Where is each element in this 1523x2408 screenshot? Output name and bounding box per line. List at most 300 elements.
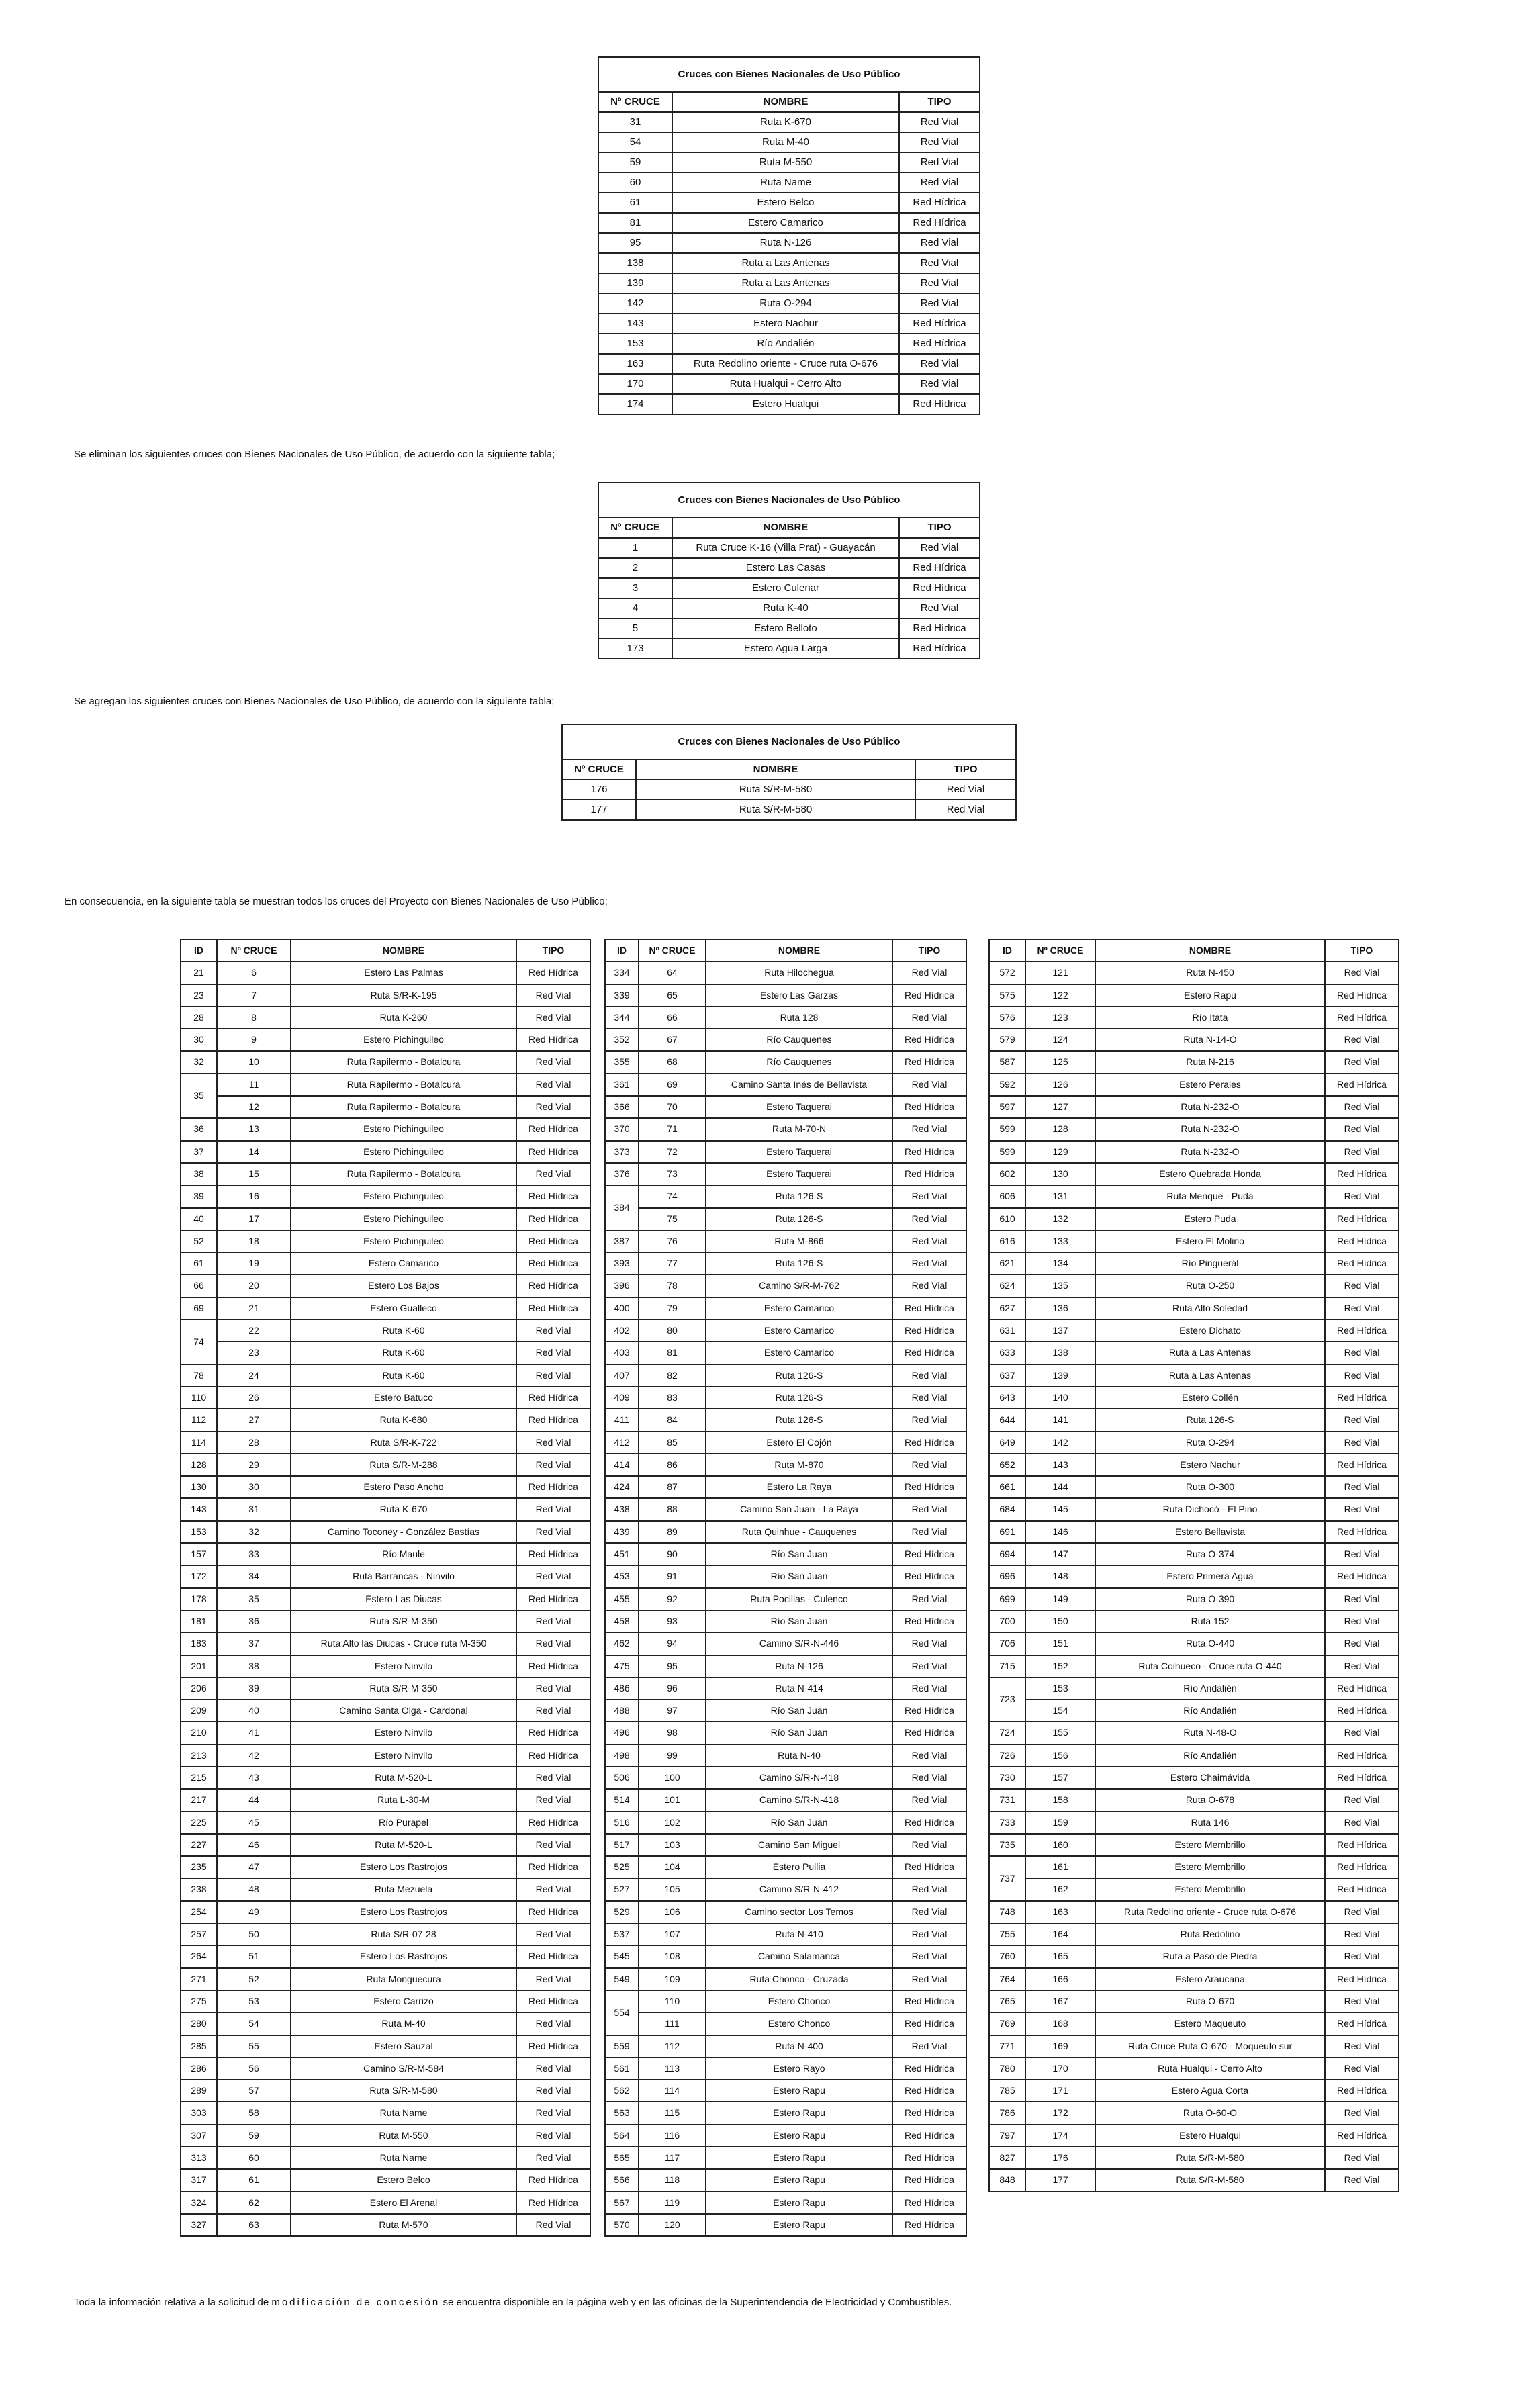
row-id: 765 xyxy=(989,1990,1025,2012)
row-id: 66 xyxy=(181,1275,217,1297)
crossing-number: 81 xyxy=(598,213,672,233)
table-row xyxy=(989,1096,1399,1118)
table-row xyxy=(598,152,980,173)
crossing-number: 86 xyxy=(639,1454,706,1476)
table-row xyxy=(989,1610,1399,1632)
row-id: 827 xyxy=(989,2147,1025,2169)
table-row xyxy=(181,1096,590,1118)
table-row xyxy=(605,1722,966,1744)
row-id: 848 xyxy=(989,2169,1025,2191)
crossing-name: Ruta Hualqui - Cerro Alto xyxy=(672,374,899,394)
crossing-name: Estero Nachur xyxy=(1095,1454,1325,1476)
table-row xyxy=(181,1185,590,1207)
crossing-number: 97 xyxy=(639,1700,706,1722)
row-id: 393 xyxy=(605,1252,639,1275)
crossing-type: Red Vial xyxy=(1325,1945,1399,1967)
crossing-type: Red Vial xyxy=(1325,1364,1399,1387)
table-row xyxy=(989,1968,1399,1990)
row-id: 723 xyxy=(989,1677,1025,1722)
crossing-name: Ruta N-126 xyxy=(706,1655,892,1677)
crossing-number: 90 xyxy=(639,1543,706,1565)
row-id: 643 xyxy=(989,1387,1025,1409)
table-row xyxy=(605,1476,966,1498)
table-row xyxy=(598,374,980,394)
crossing-name: Estero Belloto xyxy=(672,618,899,639)
crossing-number: 100 xyxy=(639,1767,706,1789)
crossing-number: 29 xyxy=(217,1454,291,1476)
crossing-number: 96 xyxy=(639,1677,706,1700)
crossing-number: 55 xyxy=(217,2035,291,2057)
row-id: 215 xyxy=(181,1767,217,1789)
crossing-number: 72 xyxy=(639,1141,706,1163)
crossing-name: Estero El Cojón xyxy=(706,1432,892,1454)
crossing-name: Estero Araucana xyxy=(1095,1968,1325,1990)
crossing-name: Estero Quebrada Honda xyxy=(1095,1163,1325,1185)
crossing-type: Red Vial xyxy=(1325,1812,1399,1834)
crossing-number: 64 xyxy=(639,962,706,984)
crossing-type: Red Hídrica xyxy=(1325,2080,1399,2102)
crossing-type: Red Hídrica xyxy=(899,314,980,334)
table-row xyxy=(562,780,1016,800)
row-id: 637 xyxy=(989,1364,1025,1387)
column-header: Nº CRUCE xyxy=(562,759,636,780)
crossing-number: 95 xyxy=(639,1655,706,1677)
table-row xyxy=(181,1118,590,1140)
table-row xyxy=(989,1812,1399,1834)
row-id: 661 xyxy=(989,1476,1025,1498)
table-row xyxy=(181,2192,590,2214)
crossing-number: 138 xyxy=(1025,1342,1095,1364)
crossing-type: Red Hídrica xyxy=(892,2192,966,2214)
crossing-type: Red Hídrica xyxy=(892,1096,966,1118)
crossing-name: Estero El Molino xyxy=(1095,1230,1325,1252)
table-row xyxy=(181,1342,590,1364)
row-id: 257 xyxy=(181,1923,217,1945)
row-id: 735 xyxy=(989,1834,1025,1856)
table-row xyxy=(605,1856,966,1878)
crossing-name: Estero Collén xyxy=(1095,1387,1325,1409)
table-row xyxy=(605,1745,966,1767)
table-row xyxy=(598,578,980,598)
crossing-name: Ruta N-232-O xyxy=(1095,1141,1325,1163)
row-id: 731 xyxy=(989,1789,1025,1811)
crossing-type: Red Vial xyxy=(516,2080,590,2102)
crossing-number: 88 xyxy=(639,1498,706,1520)
table-row xyxy=(605,1319,966,1342)
crossing-type: Red Vial xyxy=(516,984,590,1007)
crossing-type: Red Vial xyxy=(1325,1432,1399,1454)
crossing-type: Red Hídrica xyxy=(892,2125,966,2147)
crossing-name: Estero Belco xyxy=(672,193,899,213)
crossing-number: 9 xyxy=(217,1029,291,1051)
table-row xyxy=(605,1364,966,1387)
table-row xyxy=(989,984,1399,1007)
crossing-type: Red Hídrica xyxy=(892,1722,966,1744)
crossing-name: Ruta Rapilermo - Botalcura xyxy=(291,1074,516,1096)
table-row xyxy=(181,1074,590,1096)
crossing-type: Red Vial xyxy=(1325,1029,1399,1051)
table-title: Cruces con Bienes Nacionales de Uso Público xyxy=(562,725,1016,759)
table-row xyxy=(598,233,980,253)
crossing-name: Ruta O-294 xyxy=(672,293,899,314)
row-id: 562 xyxy=(605,2080,639,2102)
table-row xyxy=(605,2080,966,2102)
table-row xyxy=(181,1521,590,1543)
table-row xyxy=(598,213,980,233)
table-row xyxy=(605,1655,966,1677)
row-id: 706 xyxy=(989,1632,1025,1655)
row-id: 352 xyxy=(605,1029,639,1051)
crossing-type: Red Vial xyxy=(892,1968,966,1990)
row-id: 370 xyxy=(605,1118,639,1140)
column-header: Nº CRUCE xyxy=(598,518,672,538)
crossing-type: Red Vial xyxy=(1325,1923,1399,1945)
table-row xyxy=(181,2057,590,2080)
table-row xyxy=(181,1968,590,1990)
row-id: 496 xyxy=(605,1722,639,1744)
table-row xyxy=(181,1588,590,1610)
row-id: 438 xyxy=(605,1498,639,1520)
crossing-number: 17 xyxy=(217,1208,291,1230)
crossing-name: Ruta K-670 xyxy=(672,112,899,132)
crossing-type: Red Vial xyxy=(892,1632,966,1655)
table-row xyxy=(605,1700,966,1722)
row-id: 217 xyxy=(181,1789,217,1811)
table-row xyxy=(598,173,980,193)
row-id: 74 xyxy=(181,1319,217,1364)
crossing-number: 174 xyxy=(1025,2125,1095,2147)
crossing-name: Estero Puda xyxy=(1095,1208,1325,1230)
crossing-type: Red Hídrica xyxy=(1325,1856,1399,1878)
row-id: 559 xyxy=(605,2035,639,2057)
crossing-name: Estero Pichinguileo xyxy=(291,1141,516,1163)
crossing-number: 24 xyxy=(217,1364,291,1387)
table-title: Cruces con Bienes Nacionales de Uso Público xyxy=(598,57,980,92)
crossing-type: Red Hídrica xyxy=(899,394,980,414)
row-id: 545 xyxy=(605,1945,639,1967)
row-id: 760 xyxy=(989,1945,1025,1967)
crossing-number: 113 xyxy=(639,2057,706,2080)
crossing-name: Ruta O-250 xyxy=(1095,1275,1325,1297)
crossing-number: 59 xyxy=(598,152,672,173)
crossing-number: 59 xyxy=(217,2125,291,2147)
table-row xyxy=(605,1007,966,1029)
table-row xyxy=(605,984,966,1007)
row-id: 621 xyxy=(989,1252,1025,1275)
crossing-number: 36 xyxy=(217,1610,291,1632)
table-row xyxy=(605,1432,966,1454)
crossing-type: Red Vial xyxy=(892,1454,966,1476)
crossing-number: 82 xyxy=(639,1364,706,1387)
row-id: 575 xyxy=(989,984,1025,1007)
crossing-number: 89 xyxy=(639,1521,706,1543)
crossing-number: 54 xyxy=(598,132,672,152)
crossing-type: Red Vial xyxy=(516,1789,590,1811)
table-row xyxy=(989,1409,1399,1431)
row-id: 587 xyxy=(989,1051,1025,1073)
crossing-name: Estero Batuco xyxy=(291,1387,516,1409)
crossing-type: Red Hídrica xyxy=(892,1476,966,1498)
crossing-number: 83 xyxy=(639,1387,706,1409)
crossing-number: 61 xyxy=(217,2169,291,2191)
table-row xyxy=(181,1364,590,1387)
row-id: 737 xyxy=(989,1856,1025,1901)
crossing-name: Camino S/R-N-418 xyxy=(706,1789,892,1811)
row-id: 153 xyxy=(181,1521,217,1543)
row-id: 549 xyxy=(605,1968,639,1990)
crossing-number: 95 xyxy=(598,233,672,253)
crossing-type: Red Hídrica xyxy=(1325,1745,1399,1767)
crossing-number: 168 xyxy=(1025,2012,1095,2035)
table-row xyxy=(605,1945,966,1967)
crossing-name: Estero Culenar xyxy=(672,578,899,598)
crossing-number: 162 xyxy=(1025,1878,1095,1900)
table-row xyxy=(181,1767,590,1789)
crossing-type: Red Vial xyxy=(516,1610,590,1632)
crossing-name: Ruta O-300 xyxy=(1095,1476,1325,1498)
crossing-number: 15 xyxy=(217,1163,291,1185)
crossing-name: Estero Agua Corta xyxy=(1095,2080,1325,2102)
crossing-type: Red Vial xyxy=(516,1364,590,1387)
row-id: 764 xyxy=(989,1968,1025,1990)
crossing-number: 19 xyxy=(217,1252,291,1275)
table-row xyxy=(181,1923,590,1945)
crossing-number: 115 xyxy=(639,2102,706,2124)
crossing-type: Red Vial xyxy=(1325,1342,1399,1364)
crossing-name: Ruta Name xyxy=(291,2147,516,2169)
crossing-number: 32 xyxy=(217,1521,291,1543)
crossing-type: Red Vial xyxy=(516,1342,590,1364)
row-id: 264 xyxy=(181,1945,217,1967)
table-row xyxy=(562,800,1016,820)
table-row xyxy=(605,1051,966,1073)
crossing-name: Ruta Name xyxy=(672,173,899,193)
crossing-number: 27 xyxy=(217,1409,291,1431)
crossing-name: Ruta O-678 xyxy=(1095,1789,1325,1811)
added-paragraph: Se agregan los siguientes cruces con Bienes Nacionales de Uso Público, de acuerdo con la siguiente tabla; xyxy=(74,696,555,707)
crossing-number: 58 xyxy=(217,2102,291,2124)
crossing-type: Red Vial xyxy=(516,1677,590,1700)
crossing-number: 123 xyxy=(1025,1007,1095,1029)
crossing-number: 134 xyxy=(1025,1252,1095,1275)
table-row xyxy=(989,2147,1399,2169)
crossing-number: 57 xyxy=(217,2080,291,2102)
column-header: TIPO xyxy=(899,518,980,538)
crossing-number: 163 xyxy=(1025,1901,1095,1923)
crossing-name: Ruta Barrancas - Ninvilo xyxy=(291,1565,516,1587)
row-id: 724 xyxy=(989,1722,1025,1744)
crossing-type: Red Hídrica xyxy=(516,1275,590,1297)
crossing-type: Red Hídrica xyxy=(516,1856,590,1878)
crossing-name: Estero Taquerai xyxy=(706,1096,892,1118)
row-id: 769 xyxy=(989,2012,1025,2035)
crossing-number: 166 xyxy=(1025,1968,1095,1990)
crossing-name: Estero Dichato xyxy=(1095,1319,1325,1342)
crossing-type: Red Vial xyxy=(516,1432,590,1454)
crossing-type: Red Hídrica xyxy=(516,1812,590,1834)
row-id: 409 xyxy=(605,1387,639,1409)
crossing-number: 68 xyxy=(639,1051,706,1073)
crossing-name: Estero Primera Agua xyxy=(1095,1565,1325,1587)
crossing-number: 41 xyxy=(217,1722,291,1744)
crossing-name: Ruta M-40 xyxy=(291,2012,516,2035)
crossing-type: Red Hídrica xyxy=(899,193,980,213)
crossing-name: Ruta a Las Antenas xyxy=(672,253,899,273)
crossing-name: Ruta S/R-M-288 xyxy=(291,1454,516,1476)
crossing-number: 126 xyxy=(1025,1074,1095,1096)
row-id: 439 xyxy=(605,1521,639,1543)
table-row xyxy=(989,1565,1399,1587)
crossing-type: Red Vial xyxy=(899,112,980,132)
crossing-type: Red Vial xyxy=(516,1923,590,1945)
row-id: 537 xyxy=(605,1923,639,1945)
crossing-name: Río San Juan xyxy=(706,1700,892,1722)
crossing-number: 2 xyxy=(598,558,672,578)
crossing-type: Red Hídrica xyxy=(1325,1252,1399,1275)
crossing-number: 160 xyxy=(1025,1834,1095,1856)
table-row xyxy=(605,1230,966,1252)
crossing-number: 37 xyxy=(217,1632,291,1655)
crossing-name: Ruta S/R-K-195 xyxy=(291,984,516,1007)
crossing-name: Estero Los Rastrojos xyxy=(291,1945,516,1967)
crossing-number: 122 xyxy=(1025,984,1095,1007)
table-row xyxy=(605,1543,966,1565)
row-id: 213 xyxy=(181,1745,217,1767)
crossing-type: Red Vial xyxy=(892,1252,966,1275)
table-row xyxy=(181,1632,590,1655)
crossing-number: 21 xyxy=(217,1297,291,1319)
table-row xyxy=(181,1543,590,1565)
table-row xyxy=(989,2125,1399,2147)
row-id: 696 xyxy=(989,1565,1025,1587)
crossing-number: 142 xyxy=(598,293,672,314)
crossing-name: Ruta M-40 xyxy=(672,132,899,152)
row-id: 700 xyxy=(989,1610,1025,1632)
crossing-type: Red Vial xyxy=(516,1319,590,1342)
crossing-name: Estero Las Casas xyxy=(672,558,899,578)
crossing-number: 114 xyxy=(639,2080,706,2102)
row-id: 21 xyxy=(181,962,217,984)
crossing-name: Estero Hualqui xyxy=(672,394,899,414)
crossing-name: Camino S/R-N-446 xyxy=(706,1632,892,1655)
crossing-type: Red Vial xyxy=(892,1923,966,1945)
crossing-type: Red Vial xyxy=(1325,1275,1399,1297)
crossing-number: 47 xyxy=(217,1856,291,1878)
crossing-type: Red Vial xyxy=(516,2125,590,2147)
crossing-name: Ruta N-410 xyxy=(706,1923,892,1945)
crossing-name: Ruta a Paso de Piedra xyxy=(1095,1945,1325,1967)
crossing-number: 176 xyxy=(562,780,636,800)
crossing-number: 73 xyxy=(639,1163,706,1185)
crossing-number: 151 xyxy=(1025,1632,1095,1655)
table-row xyxy=(181,1297,590,1319)
crossing-number: 67 xyxy=(639,1029,706,1051)
crossing-type: Red Hídrica xyxy=(1325,1700,1399,1722)
crossing-number: 173 xyxy=(598,639,672,659)
row-id: 157 xyxy=(181,1543,217,1565)
crossing-number: 127 xyxy=(1025,1096,1095,1118)
row-id: 289 xyxy=(181,2080,217,2102)
column-header: ID xyxy=(605,939,639,962)
crossing-type: Red Hídrica xyxy=(1325,1968,1399,1990)
crossing-name: Camino San Miguel xyxy=(706,1834,892,1856)
crossing-number: 35 xyxy=(217,1588,291,1610)
crossing-number: 53 xyxy=(217,1990,291,2012)
crossing-name: Estero Bellavista xyxy=(1095,1521,1325,1543)
crossing-name: Ruta M-866 xyxy=(706,1230,892,1252)
crossing-type: Red Vial xyxy=(899,233,980,253)
crossing-type: Red Hídrica xyxy=(516,1543,590,1565)
table-row xyxy=(181,1230,590,1252)
crossing-number: 43 xyxy=(217,1767,291,1789)
row-id: 183 xyxy=(181,1632,217,1655)
table-row xyxy=(605,2012,966,2035)
row-id: 254 xyxy=(181,1901,217,1923)
crossing-type: Red Vial xyxy=(1325,1901,1399,1923)
table-row xyxy=(605,1990,966,2012)
crossing-number: 98 xyxy=(639,1722,706,1744)
crossing-name: Ruta M-520-L xyxy=(291,1834,516,1856)
crossing-number: 157 xyxy=(1025,1767,1095,1789)
crossing-name: Estero Rapu xyxy=(706,2214,892,2236)
table-row xyxy=(989,1722,1399,1744)
crossing-name: Camino S/R-M-762 xyxy=(706,1275,892,1297)
crossing-number: 158 xyxy=(1025,1789,1095,1811)
crossing-name: Ruta 126-S xyxy=(706,1364,892,1387)
crossing-type: Red Hídrica xyxy=(1325,2125,1399,2147)
crossing-number: 80 xyxy=(639,1319,706,1342)
crossing-number: 138 xyxy=(598,253,672,273)
crossing-number: 154 xyxy=(1025,1700,1095,1722)
crossing-name: Estero La Raya xyxy=(706,1476,892,1498)
crossing-name: Ruta K-60 xyxy=(291,1364,516,1387)
table-row xyxy=(605,1565,966,1587)
crossing-type: Red Hídrica xyxy=(892,2102,966,2124)
crossing-type: Red Hídrica xyxy=(892,1163,966,1185)
table-row xyxy=(989,1387,1399,1409)
crossing-name: Ruta Monguecura xyxy=(291,1968,516,1990)
crossing-type: Red Hídrica xyxy=(892,1319,966,1342)
table-row xyxy=(181,1856,590,1878)
table-row xyxy=(181,1565,590,1587)
table-row xyxy=(181,2169,590,2191)
row-id: 554 xyxy=(605,1990,639,2035)
crossing-name: Ruta M-520-L xyxy=(291,1767,516,1789)
crossing-name: Estero Ninvilo xyxy=(291,1745,516,1767)
crossing-type: Red Hídrica xyxy=(892,984,966,1007)
table-row xyxy=(181,2035,590,2057)
row-id: 403 xyxy=(605,1342,639,1364)
crossing-number: 61 xyxy=(598,193,672,213)
row-id: 387 xyxy=(605,1230,639,1252)
row-id: 28 xyxy=(181,1007,217,1029)
crossing-type: Red Hídrica xyxy=(892,1610,966,1632)
crossing-type: Red Hídrica xyxy=(892,1051,966,1073)
row-id: 37 xyxy=(181,1141,217,1163)
crossing-number: 38 xyxy=(217,1655,291,1677)
crossing-name: Estero Ninvilo xyxy=(291,1655,516,1677)
crossing-name: Ruta 128 xyxy=(706,1007,892,1029)
crossing-type: Red Hídrica xyxy=(516,1745,590,1767)
crossing-number: 52 xyxy=(217,1968,291,1990)
crossing-number: 48 xyxy=(217,1878,291,1900)
row-id: 39 xyxy=(181,1185,217,1207)
crossing-type: Red Hídrica xyxy=(516,2192,590,2214)
table-row xyxy=(989,1990,1399,2012)
row-id: 285 xyxy=(181,2035,217,2057)
table-row xyxy=(989,1208,1399,1230)
crossing-number: 42 xyxy=(217,1745,291,1767)
